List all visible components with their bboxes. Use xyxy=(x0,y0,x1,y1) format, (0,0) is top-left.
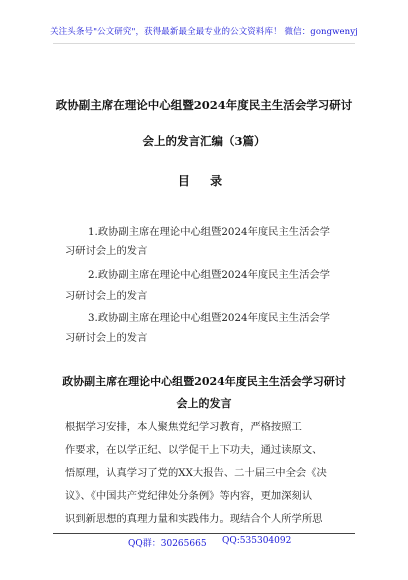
footer-qq-group: QQ群：30265665 xyxy=(128,539,207,549)
toc-heading: 目 录 xyxy=(177,174,231,188)
document-title-line-1: 政协副主席在理论中心组暨2024年度民主生活会学习研讨 xyxy=(55,98,353,112)
toc-item-3[interactable]: 3.政协副主席在理论中心组暨2024年度民主生活会学 xyxy=(88,312,330,324)
section-title-line-1: 政协副主席在理论中心组暨2024年度民主生活会学习研讨 xyxy=(62,375,346,388)
toc-item-2-cont[interactable]: 习研讨会上的发言 xyxy=(65,290,148,302)
section-title-line-2: 会上的发言 xyxy=(176,397,232,410)
toc-item-2[interactable]: 2.政协副主席在理论中心组暨2024年度民主生活会学 xyxy=(88,269,330,281)
header-promo-note: 关注头条号"公文研究"，获得最新最全最专业的公文资料库！ 微信：gongwenyj xyxy=(50,27,358,37)
body-paragraph-line: 作要求，在以学正纪、以学促干上下功夫，通过读原文、 xyxy=(65,444,323,456)
body-paragraph-line: 识到新思想的真理力量和实践伟力。现结合个人所学所思 xyxy=(65,513,323,525)
toc-item-1[interactable]: 1.政协副主席在理论中心组暨2024年度民主生活会学 xyxy=(88,226,330,238)
footer-qq-contact: QQ:535304092 xyxy=(222,536,292,546)
body-paragraph-line: 根据学习安排，本人聚焦党纪学习教育，严格按照工 xyxy=(65,421,302,433)
body-paragraph-line: 议》、《中国共产党纪律处分条例》等内容，更加深刻认 xyxy=(65,490,313,502)
toc-item-3-cont[interactable]: 习研讨会上的发言 xyxy=(65,332,148,344)
footer-divider xyxy=(53,533,355,534)
toc-item-1-cont[interactable]: 习研讨会上的发言 xyxy=(65,245,148,257)
body-paragraph-line: 悟原理，认真学习了党的XX大报告、二十届三中全会《决 xyxy=(65,467,327,479)
document-title-line-2: 会上的发言汇编（3篇） xyxy=(142,134,266,148)
header-divider xyxy=(53,43,355,44)
